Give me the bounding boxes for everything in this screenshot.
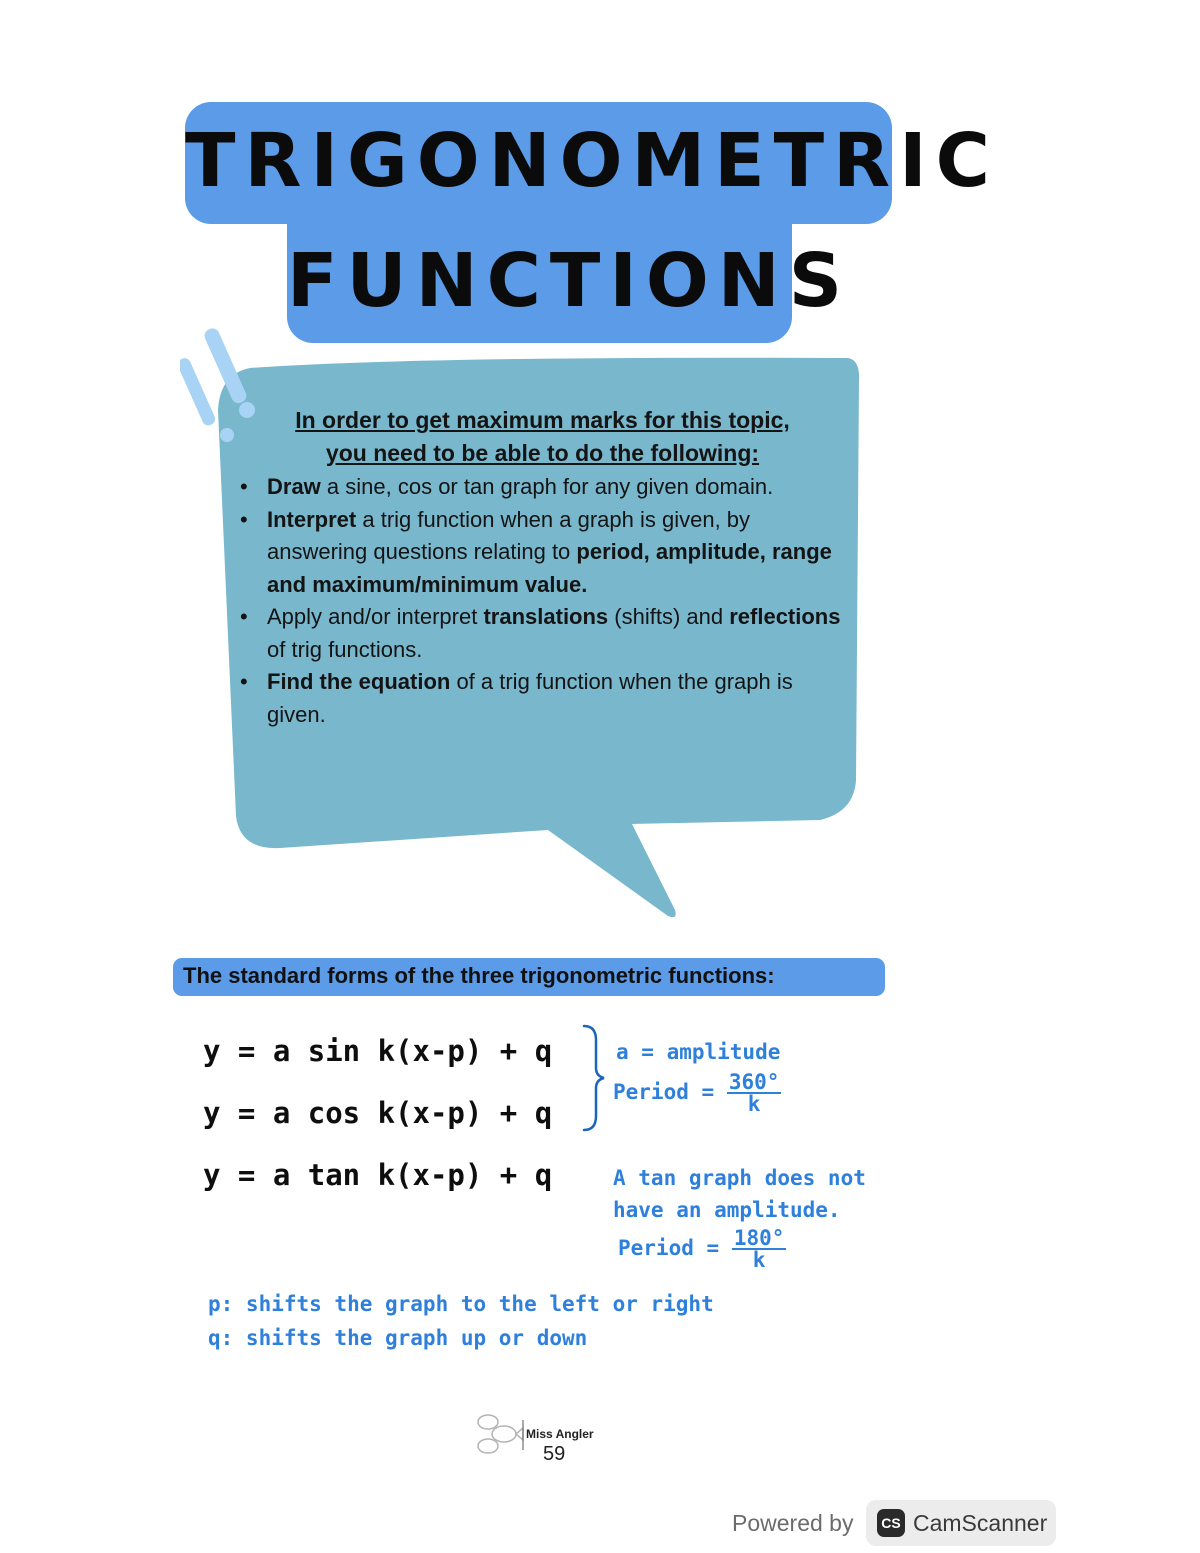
author-name: Miss Angler xyxy=(526,1427,594,1441)
item-text: a sine, cos or tan graph for any given domain. xyxy=(320,474,774,499)
item-keyword: Draw xyxy=(267,474,321,499)
p-shift-note: p: shifts the graph to the left or right xyxy=(208,1292,714,1316)
list-item xyxy=(240,504,845,602)
period-denominator: k xyxy=(752,1248,766,1272)
item-text: (shifts) and xyxy=(608,604,730,629)
goals-card xyxy=(240,404,845,731)
list-item xyxy=(240,666,845,731)
camscanner-name: CamScanner xyxy=(913,1510,1048,1536)
sine-equation: y = a sin k(x-p) + q xyxy=(203,1034,553,1068)
camscanner-logo-icon: CS xyxy=(877,1509,905,1537)
goals-heading-line1: In order to get maximum marks for this topic, xyxy=(295,407,790,433)
amplitude-note: a = amplitude xyxy=(616,1040,781,1064)
item-keyword: period, amplitude, range and maximum/minimum value. xyxy=(267,539,832,597)
item-text: of trig functions. xyxy=(267,636,423,662)
goals-list xyxy=(240,471,845,731)
tangent-equation: y = a tan k(x-p) + q xyxy=(203,1158,553,1192)
period-numerator: 360° xyxy=(728,1070,780,1094)
item-text: Apply and/or interpret xyxy=(267,604,484,629)
powered-by-label: Powered by xyxy=(732,1510,854,1536)
period-denominator: k xyxy=(747,1092,761,1116)
page-title-line2: FUNCTIONS xyxy=(287,238,852,324)
tan-period xyxy=(618,1228,786,1270)
period-fraction xyxy=(727,1072,782,1114)
period-label: Period = xyxy=(613,1080,715,1104)
goals-heading-line2: you need to be able to do the following: xyxy=(325,439,760,466)
item-keyword: Interpret xyxy=(267,506,357,532)
item-keyword: reflections xyxy=(729,604,841,629)
fish-logo-icon xyxy=(474,1412,524,1458)
period-fraction xyxy=(732,1228,787,1270)
period-numerator: 180° xyxy=(733,1226,785,1250)
page-title-line1: TRIGONOMETRIC xyxy=(185,118,999,204)
tan-note-line2: have an amplitude. xyxy=(613,1198,841,1222)
item-keyword: Find the equation xyxy=(267,669,451,694)
goals-heading xyxy=(240,404,845,469)
q-shift-note: q: shifts the graph up or down xyxy=(208,1326,588,1350)
cosine-equation: y = a cos k(x-p) + q xyxy=(203,1096,553,1130)
list-item xyxy=(240,601,845,666)
bracket-icon xyxy=(580,1022,610,1134)
list-item xyxy=(240,471,845,504)
section-heading: The standard forms of the three trigonometric functions: xyxy=(183,963,775,988)
tan-note-line1: A tan graph does not xyxy=(613,1166,866,1190)
sin-cos-period xyxy=(613,1072,781,1114)
item-keyword: translations xyxy=(483,604,609,629)
period-label: Period = xyxy=(618,1236,720,1260)
page-number: 59 xyxy=(543,1443,566,1465)
item-text: a trig function when a graph is given, by answering questions relating to xyxy=(267,506,751,564)
item-text: of a trig function when the graph is given. xyxy=(267,669,793,727)
